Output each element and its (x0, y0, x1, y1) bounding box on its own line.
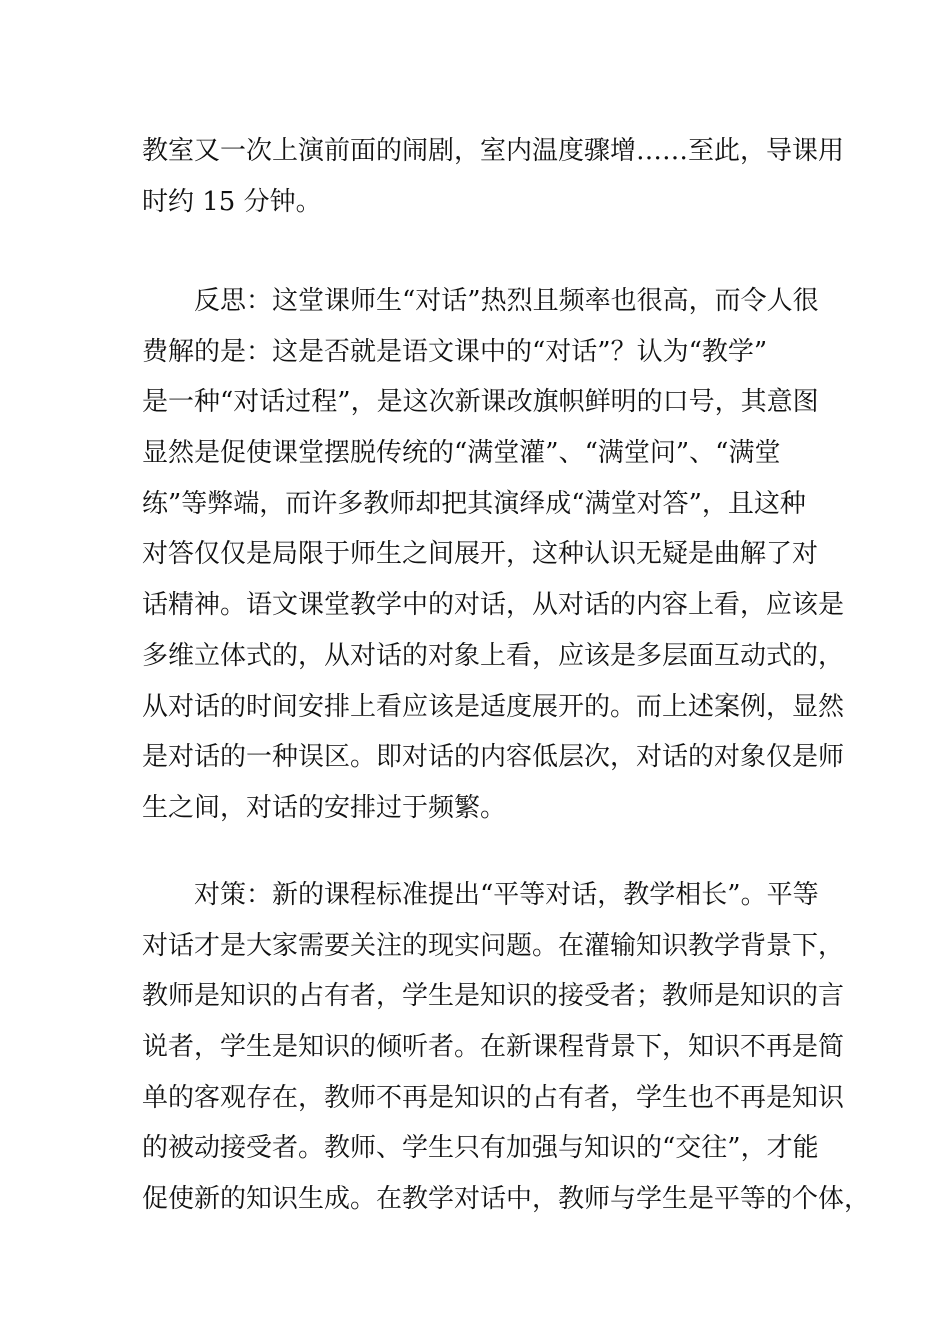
text-line: 费解的是：这是否就是语文课中的“对话”？认为“教学” (142, 336, 768, 367)
text-line: 教师是知识的占有者，学生是知识的接受者；教师是知识的言 (142, 981, 845, 1012)
text-line: 单的客观存在，教师不再是知识的占有者，学生也不再是知识 (142, 1082, 845, 1113)
text-line: 生之间，对话的安排过于频繁。 (142, 792, 507, 823)
text-line: 多维立体式的，从对话的对象上看，应该是多层面互动式的， (142, 640, 845, 671)
text-line: 说者，学生是知识的倾听者。在新课程背景下，知识不再是简 (142, 1032, 845, 1063)
text-line: 反思：这堂课师生“对话”热烈且频率也很高，而令人很 (142, 286, 819, 316)
text-line: 时约 15 分钟。 (142, 186, 322, 217)
paragraph-strategy (142, 870, 871, 1225)
text-line: 促使新的知识生成。在教学对话中，教师与学生是平等的个体， (142, 1184, 871, 1215)
text-line: 是对话的一种误区。即对话的内容低层次，对话的对象仅是师 (142, 742, 845, 773)
text-line: 对话才是大家需要关注的现实问题。在灌输知识教学背景下， (142, 930, 845, 961)
text-line: 练”等弊端，而许多教师却把其演绎成“满堂对答”，且这种 (142, 488, 806, 519)
paragraph-reflection (142, 276, 845, 834)
text-line: 从对话的时间安排上看应该是适度展开的。而上述案例，显然 (142, 691, 845, 722)
paragraph-intro (142, 126, 845, 227)
text-line: 的被动接受者。教师、学生只有加强与知识的“交往”，才能 (142, 1133, 819, 1164)
text-line: 话精神。语文课堂教学中的对话，从对话的内容上看，应该是 (142, 590, 845, 621)
text-line: 是一种“对话过程”，是这次新课改旗帜鲜明的口号，其意图 (142, 387, 819, 418)
text-line: 对答仅仅是局限于师生之间展开，这种认识无疑是曲解了对 (142, 539, 819, 570)
text-line: 教室又一次上演前面的闹剧，室内温度骤增……至此，导课用 (142, 136, 845, 166)
text-line: 对策：新的课程标准提出“平等对话，教学相长”。平等 (142, 880, 819, 910)
text-line: 显然是促使课堂摆脱传统的“满堂灌”、“满堂问”、“满堂 (142, 438, 781, 469)
